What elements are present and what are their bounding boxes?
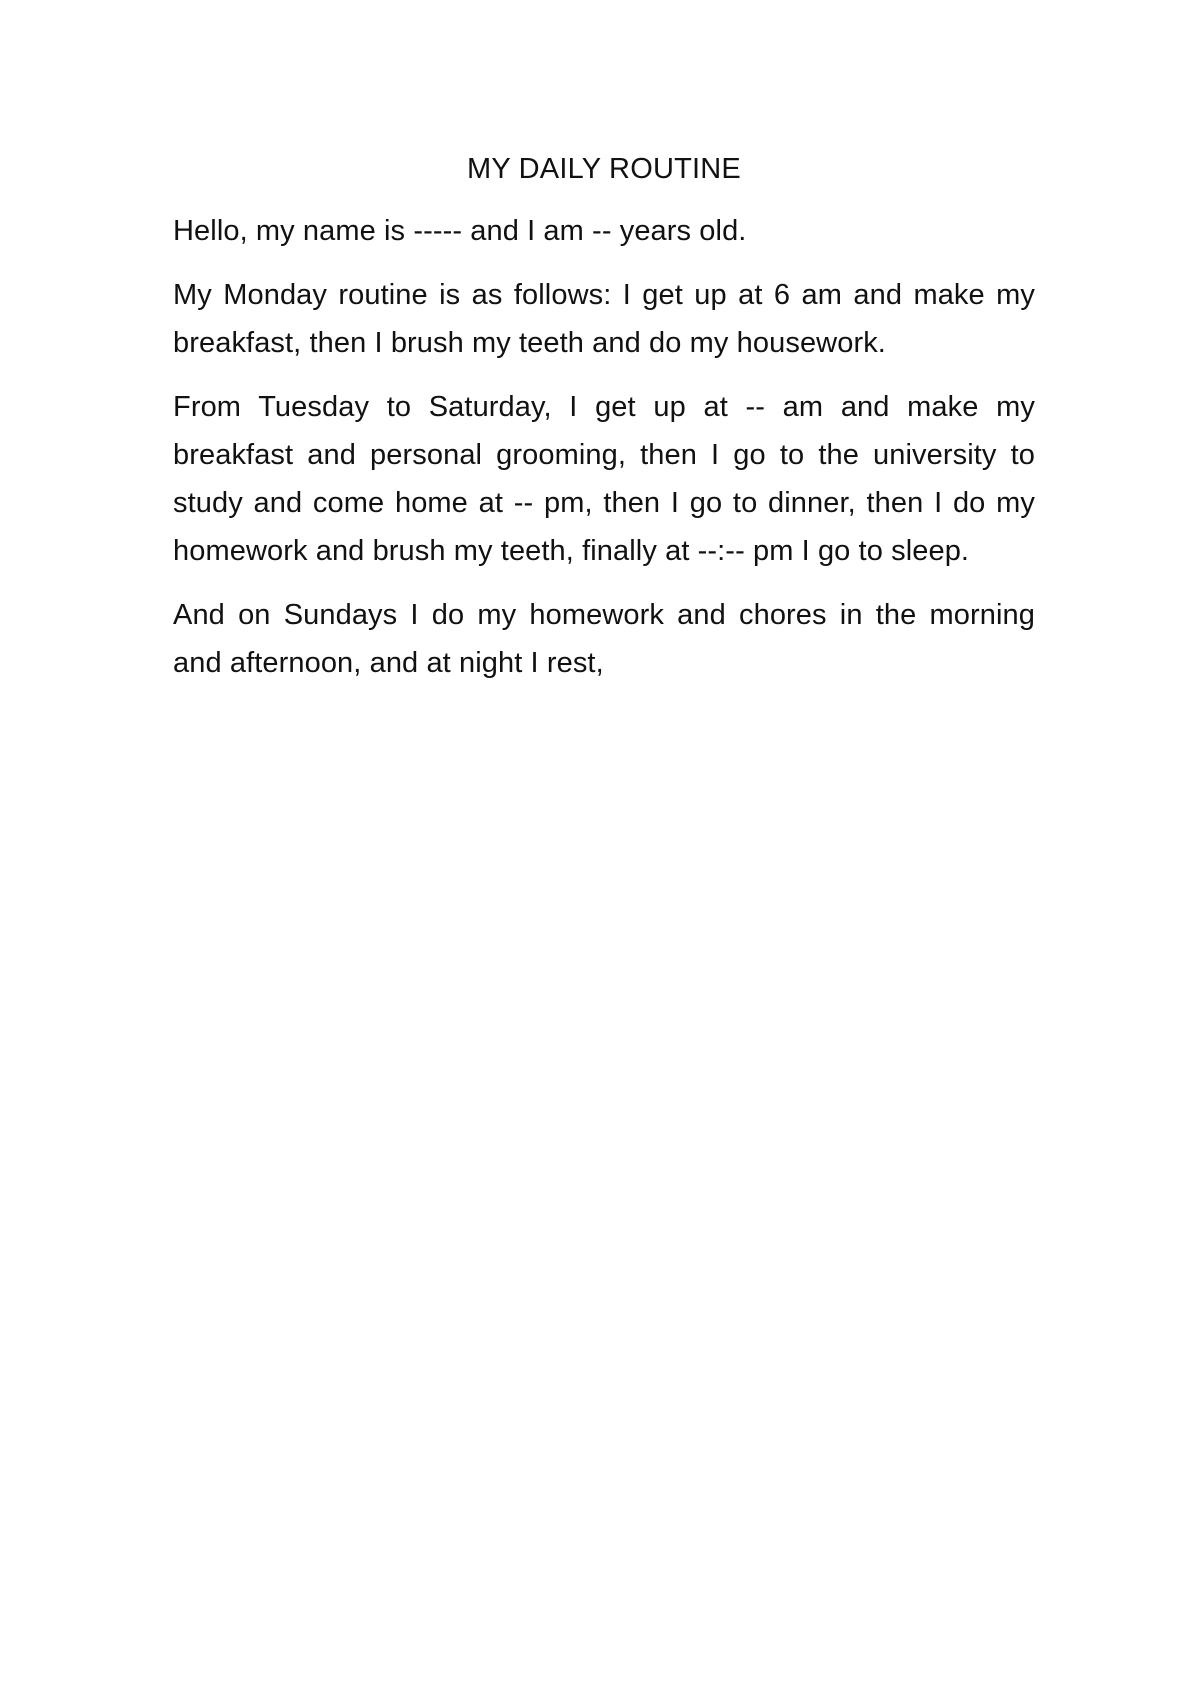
document-title: MY DAILY ROUTINE bbox=[467, 153, 741, 185]
paragraph-sunday: And on Sundays I do my homework and chores in the morning and afternoon, and at night I rest, bbox=[173, 599, 1035, 679]
paragraph-monday: My Monday routine is as follows: I get up at 6 am and make my breakfast, then I brush my teeth and do my housework. bbox=[173, 279, 1035, 359]
document-body bbox=[173, 145, 1035, 703]
paragraph-intro: Hello, my name is ----- and I am -- years old. bbox=[173, 215, 747, 247]
paragraph-tuesday-saturday: From Tuesday to Saturday, I get up at -- am and make my breakfast and personal grooming, then I go to the university to study and come home at -- pm, then I go to dinner, then I do my homework and brush my teeth, finally at --:-- pm I go to sleep. bbox=[173, 391, 1035, 567]
